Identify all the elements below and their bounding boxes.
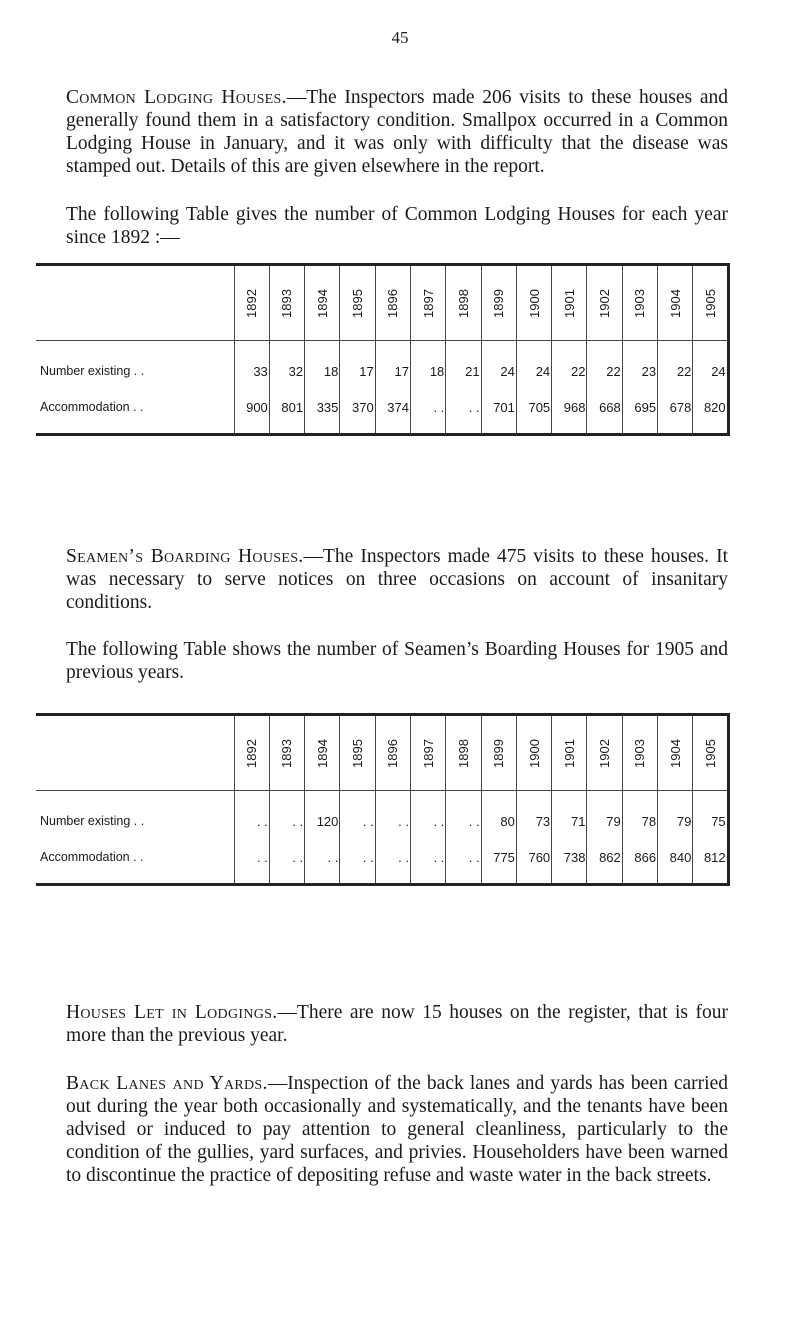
table-cell: . . [340, 791, 375, 840]
table-cell: . . [269, 791, 304, 840]
year-header [693, 715, 728, 791]
table-cell: 78 [622, 791, 657, 840]
table-cell: 24 [516, 341, 551, 390]
year-label: 1905 [702, 738, 718, 768]
table-cell: 812 [693, 839, 728, 885]
back-lanes-heading: Back Lanes and Yards. [66, 1073, 268, 1094]
year-label: 1894 [314, 288, 330, 318]
table-cell: 73 [516, 791, 551, 840]
year-label: 1904 [667, 738, 683, 768]
year-header [658, 265, 693, 341]
row-label: Number existing . . [40, 814, 145, 828]
table-header-row [36, 265, 728, 341]
year-label: 1899 [491, 288, 507, 318]
table-cell: . . [410, 389, 445, 435]
table-cell: . . [234, 839, 269, 885]
year-label: 1904 [667, 288, 683, 318]
table-cell: 705 [516, 389, 551, 435]
year-header [234, 715, 269, 791]
table-cell: 335 [305, 389, 340, 435]
year-header [305, 715, 340, 791]
row-label: Accommodation . . [40, 850, 144, 864]
year-label: 1896 [385, 738, 401, 768]
table-cell: 820 [693, 389, 728, 435]
table-cell: 79 [658, 791, 693, 840]
table-header-row [36, 715, 728, 791]
table-cell: . . [410, 791, 445, 840]
year-label: 1894 [314, 738, 330, 768]
table-cell: . . [375, 839, 410, 885]
table-cell: 370 [340, 389, 375, 435]
table-cell: . . [269, 839, 304, 885]
year-header [410, 715, 445, 791]
year-header [552, 715, 587, 791]
year-header [516, 715, 551, 791]
table-cell: 738 [552, 839, 587, 885]
common-lodging-text: —The Inspectors made 206 visits to these houses and generally found them in a satisfactory condition. Smallpox occurred in a Common Lodging House in January, and it was only with difficulty that the disease was stamped out. Details of this are given elsewhere in the report. [66, 87, 728, 177]
table-cell: 900 [234, 389, 269, 435]
table-row [36, 341, 728, 390]
year-label: 1897 [420, 288, 436, 318]
table-cell: 71 [552, 791, 587, 840]
year-header [269, 715, 304, 791]
year-header [234, 265, 269, 341]
year-header [340, 715, 375, 791]
year-label: 1903 [632, 738, 648, 768]
year-header [516, 265, 551, 341]
year-header [587, 715, 622, 791]
table-cell: 968 [552, 389, 587, 435]
row-label: Accommodation . . [40, 400, 144, 414]
year-header [693, 265, 728, 341]
year-label: 1896 [385, 288, 401, 318]
table-cell: 80 [481, 791, 516, 840]
table-row [36, 791, 728, 840]
table-cell: 32 [269, 341, 304, 390]
table-cell: . . [234, 791, 269, 840]
table-cell: 17 [375, 341, 410, 390]
table-cell: 18 [410, 341, 445, 390]
table-row [36, 839, 728, 885]
table-row [36, 389, 728, 435]
seamen-paragraph [66, 545, 728, 614]
table-cell: 760 [516, 839, 551, 885]
table-cell: 24 [693, 341, 728, 390]
year-label: 1900 [526, 288, 542, 318]
back-lanes-text: —Inspection of the back lanes and yards has been carried out during the year both occasionally and systematically, and the tenants have been advised or induced to pay attention to general cleanliness, particularly to the condition of the gullies, yard surfaces, and privies. Householders have been warned to discontinue the practice of depositing refuse and waste water in the back streets. [66, 1073, 728, 1186]
table-cell: 23 [622, 341, 657, 390]
table-cell: 701 [481, 389, 516, 435]
year-label: 1897 [420, 738, 436, 768]
common-lodging-heading: Common Lodging Houses. [66, 87, 287, 108]
year-label: 1893 [279, 288, 295, 318]
year-header [410, 265, 445, 341]
table-cell: . . [410, 839, 445, 885]
year-header [305, 265, 340, 341]
common-lodging-paragraph [66, 86, 728, 178]
year-header [622, 715, 657, 791]
table-corner-cell [36, 715, 234, 791]
seamen-table-intro: The following Table shows the number of Seamen’s Boarding Houses for 1905 and previous years. [66, 639, 728, 683]
year-label: 1892 [244, 738, 260, 768]
table-cell: 17 [340, 341, 375, 390]
year-label: 1902 [597, 288, 613, 318]
common-lodging-table [36, 263, 730, 436]
year-header [269, 265, 304, 341]
table-cell: 22 [658, 341, 693, 390]
table-cell: 695 [622, 389, 657, 435]
year-header [658, 715, 693, 791]
table-cell: 840 [658, 839, 693, 885]
table-cell: 678 [658, 389, 693, 435]
year-header [340, 265, 375, 341]
year-header [446, 715, 481, 791]
year-label: 1899 [491, 738, 507, 768]
houses-let-heading: Houses Let in Lodgings. [66, 1002, 278, 1023]
seamen-text: —The Inspectors made 475 visits to these houses. It was necessary to serve notices on three occasions on account of insanitary conditions. [66, 546, 728, 613]
table-cell: . . [340, 839, 375, 885]
year-header [446, 265, 481, 341]
year-header [481, 715, 516, 791]
table-cell: 21 [446, 341, 481, 390]
table-cell: 668 [587, 389, 622, 435]
year-label: 1903 [632, 288, 648, 318]
year-label: 1895 [350, 738, 366, 768]
table-cell: 24 [481, 341, 516, 390]
table-cell: 75 [693, 791, 728, 840]
houses-let-text: —There are now 15 houses on the register, that is four more than the previous year. [66, 1002, 729, 1046]
table-cell: 866 [622, 839, 657, 885]
table-cell: . . [446, 791, 481, 840]
year-label: 1895 [350, 288, 366, 318]
year-header [375, 715, 410, 791]
table-cell: 33 [234, 341, 269, 390]
table-cell: . . [305, 839, 340, 885]
seamen-heading: Seamen’s Boarding Houses. [66, 546, 304, 567]
table-cell: 801 [269, 389, 304, 435]
year-header [375, 265, 410, 341]
table-cell: 862 [587, 839, 622, 885]
year-label: 1905 [702, 288, 718, 318]
back-lanes-paragraph [66, 1072, 728, 1187]
year-label: 1898 [455, 738, 471, 768]
table-corner-cell [36, 265, 234, 341]
table-cell: 120 [305, 791, 340, 840]
table-cell: 22 [552, 341, 587, 390]
table-cell: 22 [587, 341, 622, 390]
common-lodging-table-intro: The following Table gives the number of Common Lodging Houses for each year since 1892 :— [66, 204, 728, 248]
year-label: 1901 [561, 738, 577, 768]
year-header [587, 265, 622, 341]
year-label: 1901 [561, 288, 577, 318]
table-cell: . . [446, 389, 481, 435]
table-cell: . . [375, 791, 410, 840]
year-label: 1900 [526, 738, 542, 768]
page-number: 45 [391, 28, 409, 47]
year-label: 1902 [597, 738, 613, 768]
houses-let-paragraph [66, 1001, 728, 1047]
year-label: 1898 [455, 288, 471, 318]
table-cell: 79 [587, 791, 622, 840]
year-label: 1893 [279, 738, 295, 768]
year-label: 1892 [244, 288, 260, 318]
row-label: Number existing . . [40, 364, 145, 378]
table-cell: . . [446, 839, 481, 885]
table-cell: 374 [375, 389, 410, 435]
year-header [481, 265, 516, 341]
table-cell: 775 [481, 839, 516, 885]
table-cell: 18 [305, 341, 340, 390]
year-header [622, 265, 657, 341]
year-header [552, 265, 587, 341]
seamen-table [36, 713, 730, 886]
